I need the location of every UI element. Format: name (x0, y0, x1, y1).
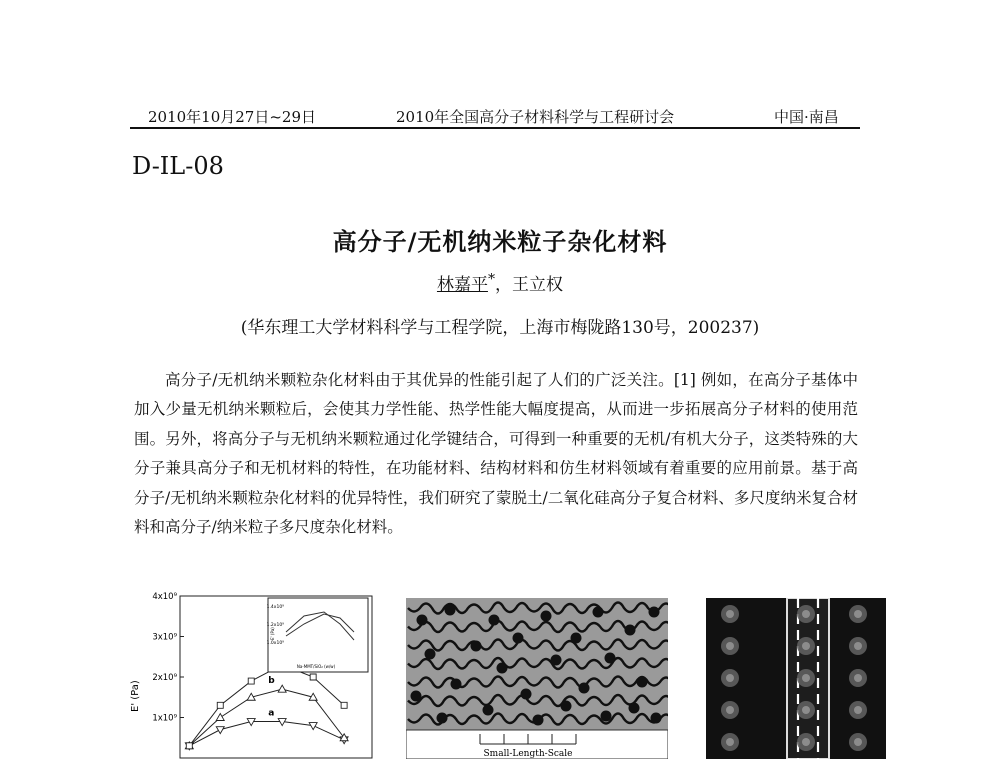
particle-core (726, 674, 734, 682)
nanoparticle (451, 679, 462, 690)
data-point-a (216, 727, 224, 734)
abstract (134, 366, 858, 542)
data-point-c (217, 702, 223, 708)
author-2: 王立权 (512, 275, 564, 295)
data-point-c (341, 702, 347, 708)
header-location: 中国·南昌 (774, 108, 839, 126)
author-separator: ， (495, 275, 513, 295)
nanoparticle (497, 663, 508, 674)
corresponding-mark: * (487, 271, 496, 288)
nanoparticle (651, 713, 662, 724)
series-label-b: b (268, 676, 275, 687)
inset-y-tick-label: 1.4x10⁹ (266, 605, 284, 610)
particle-core (802, 674, 810, 682)
nanoparticle (649, 607, 660, 618)
nanoparticle (417, 615, 428, 626)
nanoparticle (425, 649, 436, 660)
header-rule (130, 127, 860, 129)
particle-core (726, 642, 734, 650)
nanoparticle (437, 713, 448, 724)
data-point-a (309, 723, 317, 730)
nanoparticle (541, 611, 552, 622)
authors (0, 270, 1000, 295)
inset-y-label: E' (Pa) (270, 627, 275, 640)
polymer-nanoparticle-diagram (406, 598, 668, 759)
nanoparticle (489, 615, 500, 626)
scale-label: Small-Length-Scale (483, 749, 573, 759)
nanoparticle (579, 683, 590, 694)
data-point-c (248, 678, 254, 684)
particle-core (802, 610, 810, 618)
conference-header (132, 106, 860, 128)
series-line-b (189, 689, 344, 746)
nanoparticle (561, 701, 572, 712)
data-point-b (216, 714, 224, 721)
y-tick-label: 1x10⁹ (152, 713, 177, 724)
nanoparticle (625, 625, 636, 636)
particle-core (854, 706, 862, 714)
simulation-snapshot (706, 598, 886, 759)
particle-core (726, 610, 734, 618)
particle-core (802, 706, 810, 714)
particle-core (802, 738, 810, 746)
y-axis-label: E' (Pa) (130, 680, 141, 712)
diagram-background (406, 598, 668, 730)
particle-core (854, 642, 862, 650)
inset-y-tick-label: 1.2x10⁹ (266, 623, 284, 628)
nanoparticle (483, 705, 494, 716)
particle-core (726, 738, 734, 746)
particle-core (726, 706, 734, 714)
nanoparticle (411, 691, 422, 702)
abstract-text: 高分子/无机纳米颗粒杂化材料由于其优异的性能引起了人们的广泛关注。[1] 例如，在高分子基体中加入少量无机纳米颗粒后，会使其力学性能、热学性能大幅度提高，从而进一步拓展高分子材料的使用范围。另外，将高分子与无机纳米颗粒通过化学键结合，可得到一种重要的无机/有机大分子，这类特殊的大分子兼具高分子和无机材料的特性，在功能材料、结构材料和仿生材料领域有着重要的应用前景。基于高分子/无机纳米颗粒杂化材料的优异特性，我们研究了蒙脱土/二氧化硅高分子复合材料、多尺度纳米复合材料和高分子/纳米粒子多尺度杂化材料。 (134, 371, 858, 537)
nanoparticle (571, 633, 582, 644)
nanoparticle (601, 711, 612, 722)
affiliation: (华东理工大学材料科学与工程学院，上海市梅陇路130号，200237) (240, 318, 760, 338)
y-tick-label: 3x10⁹ (152, 632, 177, 643)
particle-core (802, 642, 810, 650)
series-label-a: a (268, 708, 275, 719)
modulus-chart (128, 588, 378, 759)
nanoparticle (605, 653, 616, 664)
data-point-c (310, 674, 316, 680)
header-conference: 2010年全国高分子材料科学与工程研讨会 (396, 108, 675, 126)
data-point-c (186, 743, 192, 749)
nanoparticle (445, 605, 456, 616)
y-tick-label: 4x10⁹ (152, 592, 177, 602)
nanoparticle (551, 655, 562, 666)
header-date: 2010年10月27日~29日 (148, 108, 317, 126)
paper-code: D-IL-08 (132, 152, 224, 180)
nanoparticle (513, 633, 524, 644)
y-tick-label: 2x10⁹ (152, 673, 177, 683)
nanoparticle (629, 703, 640, 714)
nanoparticle (521, 689, 532, 700)
paper-title: 高分子/无机纳米粒子杂化材料 (332, 228, 668, 256)
nanoparticle (533, 715, 544, 726)
inset-y-tick-label: 1.0x10⁹ (266, 641, 284, 646)
particle-core (854, 610, 862, 618)
inset-x-label: Na-MMT/SiO₂ (w/w) (296, 664, 336, 669)
data-point-b (278, 685, 286, 692)
particle-core (854, 674, 862, 682)
nanoparticle (593, 607, 604, 618)
nanoparticle (637, 677, 648, 688)
nanoparticle (471, 641, 482, 652)
author-1: 林嘉平 (436, 275, 488, 295)
particle-core (854, 738, 862, 746)
